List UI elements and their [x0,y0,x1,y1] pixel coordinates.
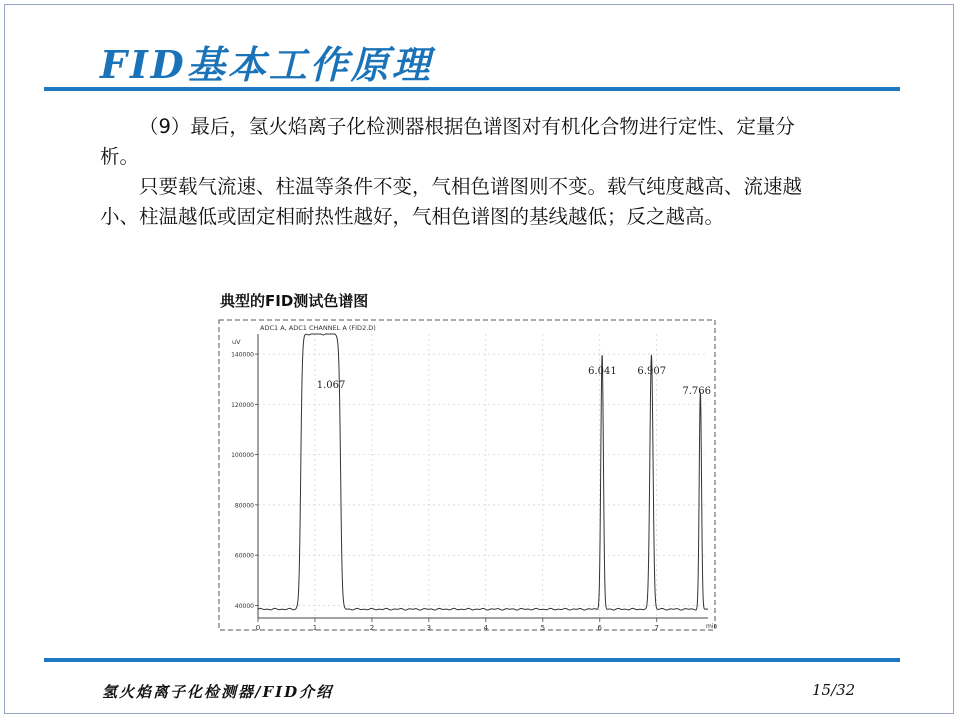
y-tick-label: 40000 [234,602,254,610]
figure-caption: 典型的FID测试色谱图 [220,292,369,310]
chromatogram-chart [218,318,718,632]
x-tick-label: 2 [369,624,375,632]
footer-text: 氢火焰离子化检测器/FID介绍 [102,683,334,701]
y-axis-unit: uV [232,338,241,346]
y-tick-label: 80000 [234,502,254,510]
peak-label: 1.067 [316,380,346,391]
x-tick-label: 6 [597,624,603,632]
slide-body [100,112,820,232]
x-tick-label: 3 [426,624,432,632]
x-tick-label: 7 [654,624,659,632]
header-rule [44,87,900,91]
slide-title: FID基本工作原理 [100,42,433,87]
x-tick-label: 4 [483,624,489,632]
y-tick-label: 60000 [234,552,254,560]
page-number: 15/32 [812,681,856,699]
paragraph-2: 只要载气流速、柱温等条件不变，气相色谱图则不变。载气纯度越高、流速越小、柱温越低或固定相耐热性越好，气相色谱图的基线越低；反之越高。 [100,175,803,228]
peak-label: 6.907 [637,366,667,378]
paragraph-1: （9）最后，氢火焰离子化检测器根据色谱图对有机化合物进行定性、定量分析。 [100,115,795,168]
y-tick-label: 120000 [231,401,254,409]
peak-label: 6.041 [588,366,617,378]
y-tick-label: 100000 [231,452,254,460]
footer-rule [44,658,900,662]
x-tick-label: 0 [255,624,261,632]
y-tick-label: 140000 [231,351,254,359]
peak-label: 7.766 [682,385,712,397]
x-tick-label: 5 [540,624,546,632]
trace-label: ADC1 A, ADC1 CHANNEL A (FID2.D) [260,324,376,332]
x-tick-label: 1 [312,624,318,632]
x-axis-unit: min [706,623,718,630]
